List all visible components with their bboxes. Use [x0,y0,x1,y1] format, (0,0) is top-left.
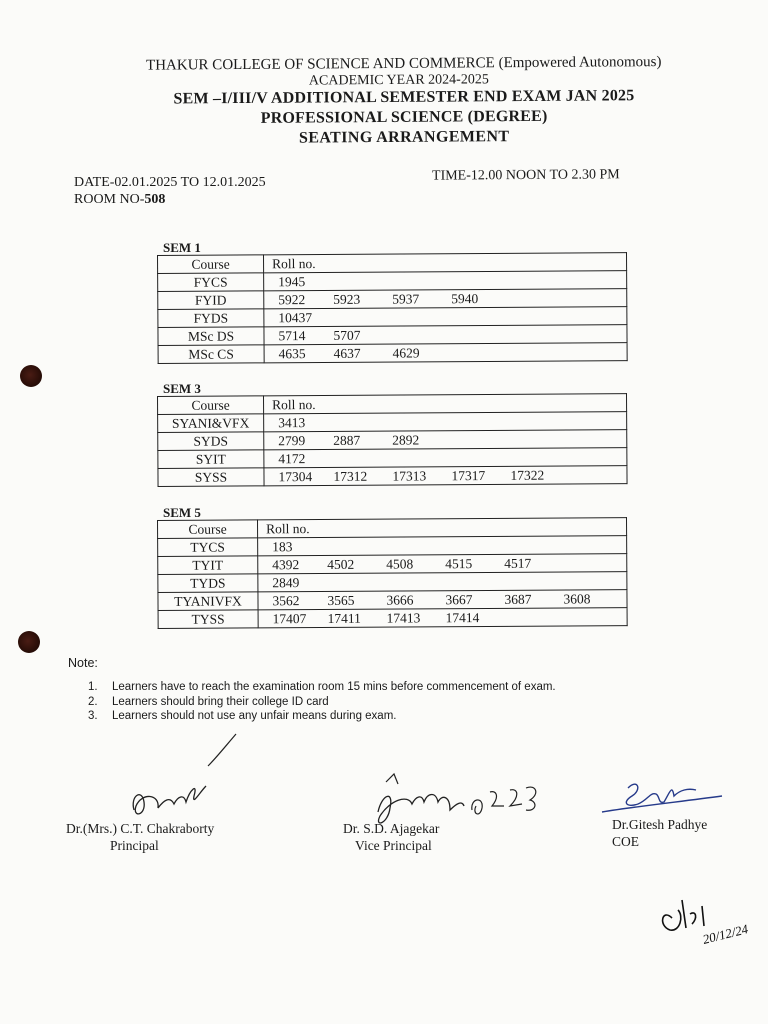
signatory-role: Vice Principal [355,838,432,853]
roll-number: 17304 [278,468,313,484]
roll-number: 4515 [445,555,473,571]
roll-number: 4637 [333,345,361,361]
roll-number: 4635 [278,345,306,361]
room-prefix: ROOM NO- [74,192,145,207]
roll-cell [264,448,627,468]
course-cell: TYSS [158,610,258,629]
roll-header-cell [258,518,627,538]
course-cell: TYCS [158,538,258,557]
exam-time: TIME-12.00 NOON TO 2.30 PM [431,167,620,184]
signatory-role: Principal [110,838,159,853]
roll-number: 17313 [392,467,427,484]
room-value: 508 [144,192,166,207]
course-cell: TYANIVFX [158,592,258,611]
signatory-role: COE [612,834,639,849]
course-cell: TYIT [158,556,258,575]
seating-table [157,252,628,364]
coe-signature [598,772,728,822]
roll-number: 2892 [392,431,420,448]
roll-header-cell [264,394,627,414]
roll-number: 5940 [451,290,479,306]
roll-number: 17407 [272,610,307,626]
roll-number: 17312 [333,468,368,484]
roll-number: 17317 [451,467,486,483]
roll-cell [264,466,627,486]
sem-block-3 [157,382,627,487]
roll-number: 5922 [278,291,306,307]
course-cell: SYANI&VFX [158,414,264,433]
roll-number: 3608 [563,590,591,607]
sem-label: SEM 3 [163,381,201,396]
course-cell: MSc DS [158,327,264,346]
roll-header: Roll no. [272,396,316,412]
roll-cell [258,590,627,610]
course-header: Course [158,396,264,415]
room-number [74,191,266,208]
roll-cell [264,271,627,291]
document-header [0,53,768,150]
course-cell: FYID [158,291,264,310]
table-row [158,608,627,629]
roll-number: 17413 [386,609,421,626]
roll-number: 2799 [278,432,306,448]
note-title: Note: [68,656,98,670]
roll-number: 4172 [278,450,306,466]
exam-dates: DATE-02.01.2025 TO 12.01.2025 [74,175,266,190]
signatory-coe [612,816,707,850]
course-cell: SYSS [158,468,264,487]
course-cell: FYDS [158,309,264,328]
roll-header: Roll no. [266,520,310,536]
course-header: Course [158,255,264,274]
note-item: 1. Learners have to reach the examination room 15 mins before commencement of exam. [88,681,556,693]
initials-date: 20/12/24 [701,921,750,947]
table-row [158,343,627,364]
roll-number: 5923 [333,291,361,307]
roll-number: 2849 [272,574,300,590]
roll-number: 4629 [392,344,420,361]
roll-cell [258,572,627,592]
table-row [158,466,627,487]
roll-number: 17322 [510,467,545,483]
roll-number: 4508 [386,555,414,572]
roll-header: Roll no. [272,255,316,271]
roll-number: 2887 [333,432,361,448]
roll-number: 183 [272,538,293,554]
roll-cell [264,412,627,432]
signatory-principal [66,820,214,854]
course-cell: FYCS [158,273,264,292]
seating-table [157,517,628,629]
roll-number: 5714 [278,327,306,343]
roll-cell [264,325,627,345]
roll-cell [258,608,627,628]
signatory-name: Dr. S.D. Ajagekar [343,821,440,836]
roll-number: 5937 [392,290,420,307]
roll-number: 17411 [327,610,361,626]
signatory-vice-principal [343,820,439,854]
roll-number: 5707 [333,327,361,343]
course-cell: TYDS [158,574,258,593]
roll-header-cell [264,253,627,273]
roll-number: 3565 [327,592,355,608]
exam-title: SEM –I/III/V ADDITIONAL SEMESTER END EXAM JAN 2025 [173,87,635,108]
signatory-name: Dr.(Mrs.) C.T. Chakraborty [66,821,215,836]
program-title: PROFESSIONAL SCIENCE (DEGREE) [260,107,548,127]
exam-meta-left [74,174,266,208]
roll-cell [258,554,627,574]
roll-number: 10437 [278,309,313,325]
roll-cell [258,536,627,556]
roll-number: 4502 [327,556,355,572]
course-header: Course [158,520,258,539]
roll-number: 3562 [272,592,300,608]
roll-cell [264,289,627,309]
roll-number: 4392 [272,556,300,572]
sem-label: SEM 5 [163,505,201,520]
roll-number: 3687 [504,591,532,607]
roll-cell [264,343,627,363]
roll-number: 3666 [386,591,414,608]
roll-number: 1945 [278,273,306,289]
punch-hole [20,365,42,387]
document-title: SEATING ARRANGEMENT [298,128,510,147]
course-cell: MSc CS [158,345,264,364]
roll-number: 17414 [445,609,480,625]
college-name: THAKUR COLLEGE OF SCIENCE AND COMMERCE (Empowered Autonomous) [145,54,662,74]
roll-number: 3667 [445,591,473,607]
sem-block-1 [157,241,627,364]
note-item: 3. Learners should not use any unfair means during exam. [88,710,397,722]
course-cell: SYDS [158,432,264,451]
course-cell: SYIT [158,450,264,469]
note-list [88,680,556,724]
handwritten-initials [652,892,752,952]
sem-block-5 [157,506,627,629]
punch-hole [18,631,40,653]
roll-cell [264,430,627,450]
roll-number: 3413 [278,414,306,430]
note-item: 2. Learners should bring their college ID card [88,695,329,708]
sem-label: SEM 1 [163,240,201,255]
academic-year: ACADEMIC YEAR 2024-2025 [308,72,489,89]
seating-table [157,393,628,487]
principal-signature [120,730,260,830]
signatory-name: Dr.Gitesh Padhye [612,817,708,832]
roll-number: 4517 [504,555,532,571]
roll-cell [264,307,627,327]
